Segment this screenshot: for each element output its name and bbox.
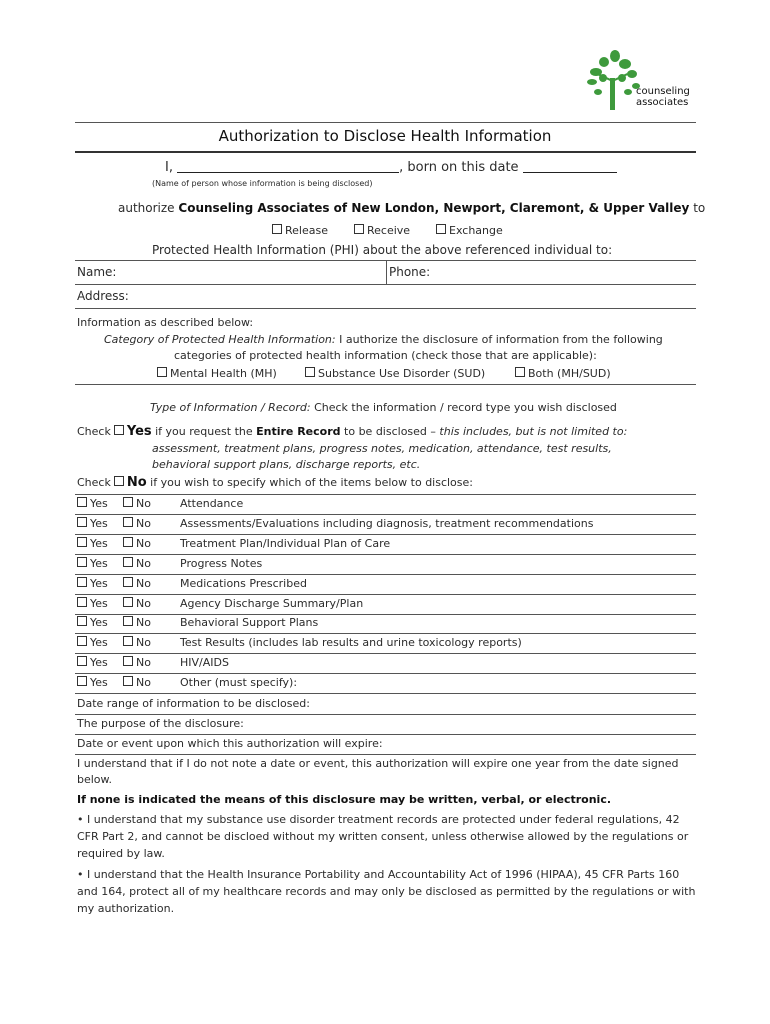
person-prefix: I,: [165, 160, 173, 175]
check-yes-to-be: to be disclosed –: [344, 425, 436, 438]
item-label: Other (must specify):: [180, 676, 298, 689]
item-rule: [75, 554, 696, 555]
receive-checkbox[interactable]: [354, 224, 364, 234]
item-label: Medications Prescribed: [180, 577, 307, 590]
page-title: Authorization to Disclose Health Information: [218, 127, 552, 145]
item-no-option[interactable]: [123, 636, 151, 649]
item-no-label: No: [136, 497, 151, 510]
item-yes-option[interactable]: [77, 517, 108, 530]
item-label: Agency Discharge Summary/Plan: [180, 597, 364, 610]
item-label: HIV/AIDS: [180, 656, 229, 669]
item-label: Assessments/Evaluations including diagnosis, treatment recommendations: [180, 517, 594, 530]
authorize-line: [118, 201, 705, 215]
item-yes-checkbox[interactable]: [77, 557, 87, 567]
item-no-label: No: [136, 676, 151, 689]
bullet-hipaa-line: • I understand that the Health Insurance Portability and Accountability Act of 1996 (HIPAA), 45 CFR Parts 160: [77, 868, 680, 881]
item-yes-option[interactable]: [77, 616, 108, 629]
item-yes-checkbox[interactable]: [77, 597, 87, 607]
item-yes-option[interactable]: [77, 676, 108, 689]
both-option[interactable]: [515, 367, 611, 380]
box-rule: [75, 284, 696, 285]
item-no-option[interactable]: [123, 616, 151, 629]
purpose-label: The purpose of the disclosure:: [77, 717, 244, 730]
field-rule: [75, 754, 696, 755]
check-word: Check: [77, 425, 111, 438]
entire-record-label: Entire Record: [256, 425, 341, 438]
items-top-rule: [75, 494, 696, 495]
bullet-hipaa-line: my authorization.: [77, 902, 175, 915]
check-yes-line: [77, 424, 627, 439]
item-yes-label: Yes: [90, 497, 108, 510]
date-range-label: Date range of information to be disclosed:: [77, 697, 310, 710]
mental-health-label: Mental Health (MH): [170, 367, 277, 380]
item-yes-label: Yes: [90, 557, 108, 570]
both-label: Both (MH/SUD): [528, 367, 611, 380]
item-rule: [75, 614, 696, 615]
type-of-info: [150, 401, 617, 414]
item-no-label: No: [136, 517, 151, 530]
info-described: Information as described below:: [77, 316, 254, 329]
bullet-sud-line: • I understand that my substance use disorder treatment records are protected under federal regulations, 42: [77, 813, 680, 826]
item-rule: [75, 534, 696, 535]
item-label: Behavioral Support Plans: [180, 616, 319, 629]
item-no-label: No: [136, 557, 151, 570]
mental-health-option[interactable]: [157, 367, 277, 380]
mental-health-checkbox[interactable]: [157, 367, 167, 377]
check-no-text: if you wish to specify which of the items below to disclose:: [150, 476, 473, 489]
bullet-hipaa-line: and 164, protect all of my healthcare records and may only be disclosed as permitted by the regulations or with: [77, 885, 696, 898]
item-label: Progress Notes: [180, 557, 263, 570]
item-yes-checkbox[interactable]: [77, 577, 87, 587]
item-no-option[interactable]: [123, 517, 151, 530]
person-name-field[interactable]: [177, 172, 399, 173]
address-label: Address:: [77, 289, 129, 303]
field-rule: [75, 734, 696, 735]
item-yes-option[interactable]: [77, 497, 108, 510]
item-no-checkbox[interactable]: [123, 636, 133, 646]
item-rule: [75, 693, 696, 694]
item-rule: [75, 594, 696, 595]
organization-name: Counseling Associates of New London, Newport, Claremont, & Upper Valley: [178, 201, 690, 215]
item-yes-option[interactable]: [77, 577, 108, 590]
item-rule: [75, 514, 696, 515]
sud-checkbox[interactable]: [305, 367, 315, 377]
item-no-option[interactable]: [123, 597, 151, 610]
item-no-option[interactable]: [123, 676, 151, 689]
birth-date-field[interactable]: [523, 172, 617, 173]
check-yes-mid: if you request the: [155, 425, 253, 438]
item-no-checkbox[interactable]: [123, 656, 133, 666]
item-yes-checkbox[interactable]: [77, 656, 87, 666]
item-label: Test Results (includes lab results and urine toxicology reports): [180, 636, 522, 649]
item-no-checkbox[interactable]: [123, 676, 133, 686]
item-rule: [75, 673, 696, 674]
item-yes-checkbox[interactable]: [77, 537, 87, 547]
item-no-checkbox[interactable]: [123, 597, 133, 607]
item-label: Treatment Plan/Individual Plan of Care: [180, 537, 391, 550]
none-indicated: If none is indicated the means of this disclosure may be written, verbal, or electronic.: [77, 793, 612, 806]
item-yes-checkbox[interactable]: [77, 616, 87, 626]
item-yes-option[interactable]: [77, 636, 108, 649]
logo-line1: counseling: [636, 86, 690, 97]
exchange-label: Exchange: [449, 224, 503, 237]
item-yes-label: Yes: [90, 537, 108, 550]
phi-line: Protected Health Information (PHI) about the above referenced individual to:: [152, 243, 613, 257]
item-label: Attendance: [180, 497, 244, 510]
bullet-sud-line: CFR Part 2, and cannot be discloed without my written consent, unless otherwise allowed by the regulations or: [77, 830, 689, 843]
item-yes-label: Yes: [90, 597, 108, 610]
item-no-label: No: [136, 616, 151, 629]
check-no-line: [77, 475, 473, 490]
top-rule: [75, 122, 696, 123]
field-rule: [75, 714, 696, 715]
receive-label: Receive: [367, 224, 411, 237]
person-line: [165, 160, 617, 175]
item-no-label: No: [136, 636, 151, 649]
item-no-option[interactable]: [123, 656, 151, 669]
item-yes-label: Yes: [90, 676, 108, 689]
category-line: [104, 333, 663, 346]
bullet-sud: [77, 811, 688, 862]
item-no-option[interactable]: [123, 537, 151, 550]
receive-option[interactable]: [354, 224, 410, 237]
bullet-sud-line: required by law.: [77, 847, 165, 860]
release-option[interactable]: [272, 224, 328, 237]
item-rule: [75, 653, 696, 654]
item-yes-label: Yes: [90, 577, 108, 590]
item-no-label: No: [136, 597, 151, 610]
item-no-checkbox[interactable]: [123, 517, 133, 527]
check-yes-line2: assessment, treatment plans, progress notes, medication, attendance, test results,: [152, 442, 612, 455]
item-yes-label: Yes: [90, 517, 108, 530]
phone-label: Phone:: [389, 265, 431, 279]
item-no-checkbox[interactable]: [123, 616, 133, 626]
item-yes-label: Yes: [90, 616, 108, 629]
release-label: Release: [285, 224, 328, 237]
category-text2: categories of protected health information (check those that are applicable):: [174, 349, 597, 362]
release-checkbox[interactable]: [272, 224, 282, 234]
item-no-checkbox[interactable]: [123, 537, 133, 547]
name-label: Name:: [77, 265, 117, 279]
item-yes-option[interactable]: [77, 597, 108, 610]
specify-items-checkbox[interactable]: [114, 476, 124, 486]
item-yes-checkbox[interactable]: [77, 497, 87, 507]
item-no-option[interactable]: [123, 497, 151, 510]
item-no-label: No: [136, 656, 151, 669]
exchange-checkbox[interactable]: [436, 224, 446, 234]
item-yes-checkbox[interactable]: [77, 636, 87, 646]
item-no-label: No: [136, 537, 151, 550]
person-note: (Name of person whose information is being disclosed): [152, 179, 373, 188]
bullet-hipaa: [77, 866, 695, 917]
expire-label: Date or event upon which this authorization will expire:: [77, 737, 383, 750]
item-no-option[interactable]: [123, 557, 151, 570]
box-divider: [386, 260, 387, 284]
item-yes-label: Yes: [90, 656, 108, 669]
logo: [584, 48, 704, 112]
check-yes-includes: this includes, but is not limited to:: [439, 425, 628, 438]
sud-label: Substance Use Disorder (SUD): [318, 367, 486, 380]
item-yes-label: Yes: [90, 636, 108, 649]
item-rule: [75, 633, 696, 634]
exchange-option[interactable]: [436, 224, 503, 237]
item-yes-option[interactable]: [77, 656, 108, 669]
sud-option[interactable]: [305, 367, 485, 380]
box-rule: [75, 308, 696, 309]
category-label: Category of Protected Health Information:: [104, 333, 336, 346]
type-of-info-text: Check the information / record type you wish disclosed: [314, 401, 617, 414]
category-text1: I authorize the disclosure of information from the following: [339, 333, 663, 346]
item-yes-checkbox[interactable]: [77, 676, 87, 686]
category-rule: [75, 384, 696, 385]
no-word: No: [126, 475, 147, 490]
item-rule: [75, 574, 696, 575]
entire-record-checkbox[interactable]: [114, 425, 124, 435]
item-no-label: No: [136, 577, 151, 590]
both-checkbox[interactable]: [515, 367, 525, 377]
title-rule: [75, 151, 696, 153]
yes-word: Yes: [126, 424, 152, 439]
type-of-info-label: Type of Information / Record:: [150, 401, 311, 414]
item-no-option[interactable]: [123, 577, 151, 590]
authorize-suffix: to: [693, 201, 706, 215]
understand-line1: I understand that if I do not note a date or event, this authorization will expire one year from the date signed: [77, 757, 679, 770]
item-no-checkbox[interactable]: [123, 497, 133, 507]
item-yes-option[interactable]: [77, 537, 108, 550]
item-yes-checkbox[interactable]: [77, 517, 87, 527]
item-no-checkbox[interactable]: [123, 577, 133, 587]
authorize-prefix: authorize: [118, 201, 175, 215]
check-word: Check: [77, 476, 111, 489]
tree-icon: [584, 48, 644, 110]
born-label: , born on this date: [399, 160, 519, 175]
item-yes-option[interactable]: [77, 557, 108, 570]
understand-line1b: below.: [77, 773, 113, 786]
item-no-checkbox[interactable]: [123, 557, 133, 567]
logo-line2: associates: [636, 97, 689, 108]
check-yes-line3: behavioral support plans, discharge reports, etc.: [152, 458, 421, 471]
